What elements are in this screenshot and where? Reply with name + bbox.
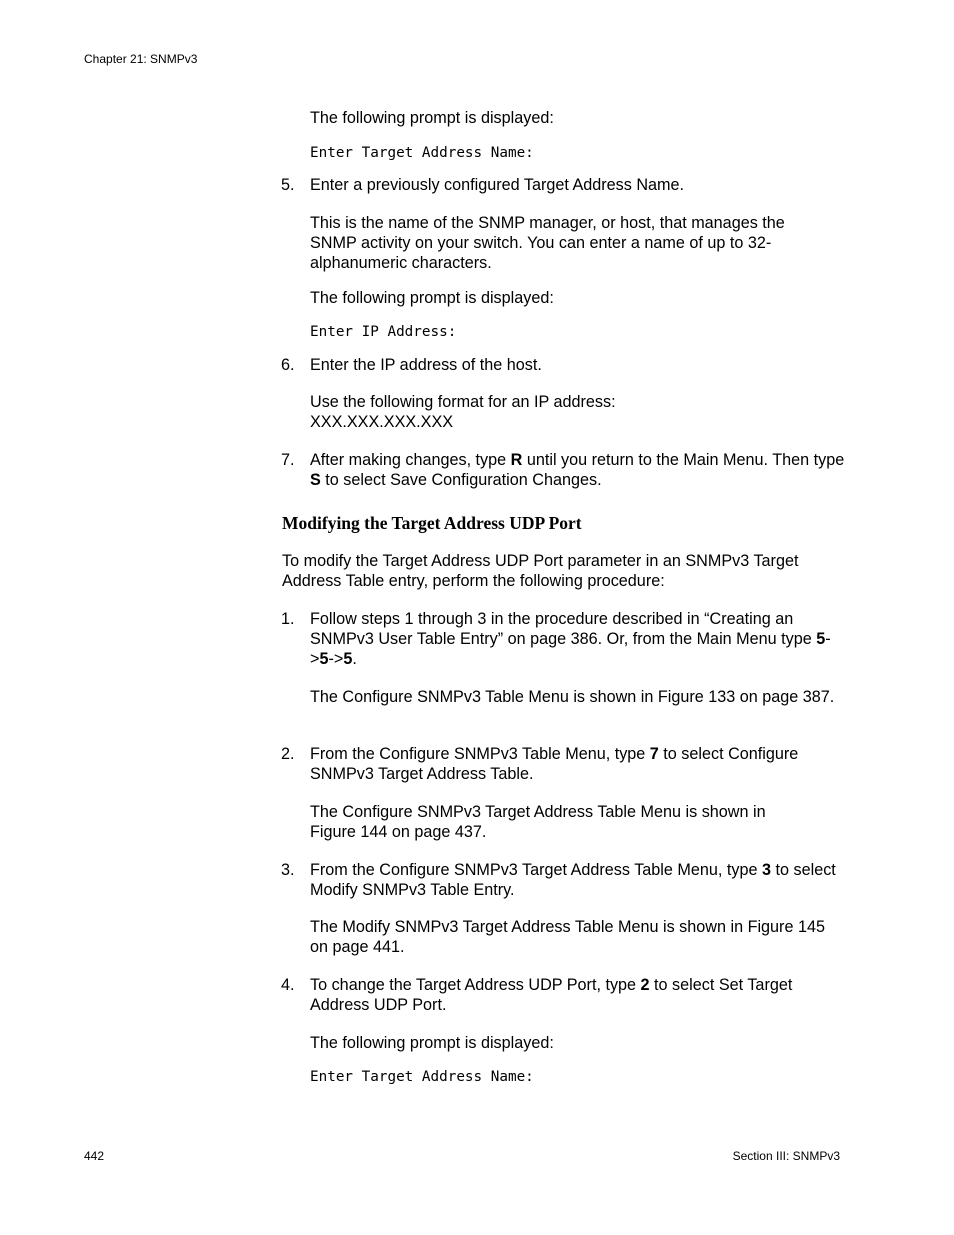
step-text: Enter the IP address of the host. [310, 356, 542, 374]
section-heading: Modifying the Target Address UDP Port [282, 513, 582, 533]
running-footer-section: Section III: SNMPv3 [732, 1149, 840, 1163]
step-text: From the Configure SNMPv3 Table Menu, type 7 to select Configure SNMPv3 Target Address Table. [310, 745, 799, 783]
step-description: This is the name of the SNMP manager, or host, that manages the SNMP activity on your switch. You can enter a name of up to 32-alphanumeric characters. [310, 214, 785, 272]
step-text: Enter a previously configured Target Address Name. [310, 176, 685, 194]
code-prompt-target-address-name: Enter Target Address Name: [310, 1069, 534, 1085]
step-text: From the Configure SNMPv3 Target Address Table Menu, type 3 to select Modify SNMPv3 Table Entry. [310, 861, 836, 899]
step-number: 2. [281, 745, 295, 763]
code-prompt-target-address-name: Enter Target Address Name: [310, 145, 534, 161]
step-note: The Modify SNMPv3 Target Address Table Menu is shown in Figure 145 on page 441. [310, 918, 825, 956]
step-number: 7. [281, 451, 295, 469]
step-number: 6. [281, 356, 295, 374]
step-text: To change the Target Address UDP Port, type 2 to select Set Target Address UDP Port. [310, 976, 793, 1014]
prompt-intro-paragraph: The following prompt is displayed: [310, 1034, 554, 1052]
step-note: The Configure SNMPv3 Table Menu is shown in Figure 133 on page 387. [310, 688, 835, 706]
step-number: 3. [281, 861, 295, 879]
step-number: 1. [281, 610, 295, 628]
ip-format-line: Use the following format for an IP address: [310, 393, 616, 411]
running-header-chapter: Chapter 21: SNMPv3 [84, 52, 198, 66]
code-prompt-ip-address: Enter IP Address: [310, 324, 457, 340]
step-note: The Configure SNMPv3 Target Address Table Menu is shown in Figure 144 on page 437. [310, 803, 766, 841]
prompt-intro-paragraph: The following prompt is displayed: [310, 289, 554, 307]
step-text: Follow steps 1 through 3 in the procedure described in “Creating an SNMPv3 User Table Entry” on page 386. Or, from the Main Menu type 5->5->5. [310, 610, 831, 668]
step-number: 5. [281, 176, 295, 194]
section-intro: To modify the Target Address UDP Port parameter in an SNMPv3 Target Address Table entry, perform the following procedure: [282, 552, 799, 590]
step-number: 4. [281, 976, 295, 994]
key-r: R [510, 451, 523, 469]
ip-format-value: XXX.XXX.XXX.XXX [310, 413, 454, 431]
key-s: S [310, 471, 321, 489]
page-number: 442 [84, 1149, 105, 1163]
prompt-intro-paragraph: The following prompt is displayed: [310, 109, 554, 127]
step-text: After making changes, type R until you return to the Main Menu. Then type S to select Save Configuration Changes. [310, 451, 845, 489]
